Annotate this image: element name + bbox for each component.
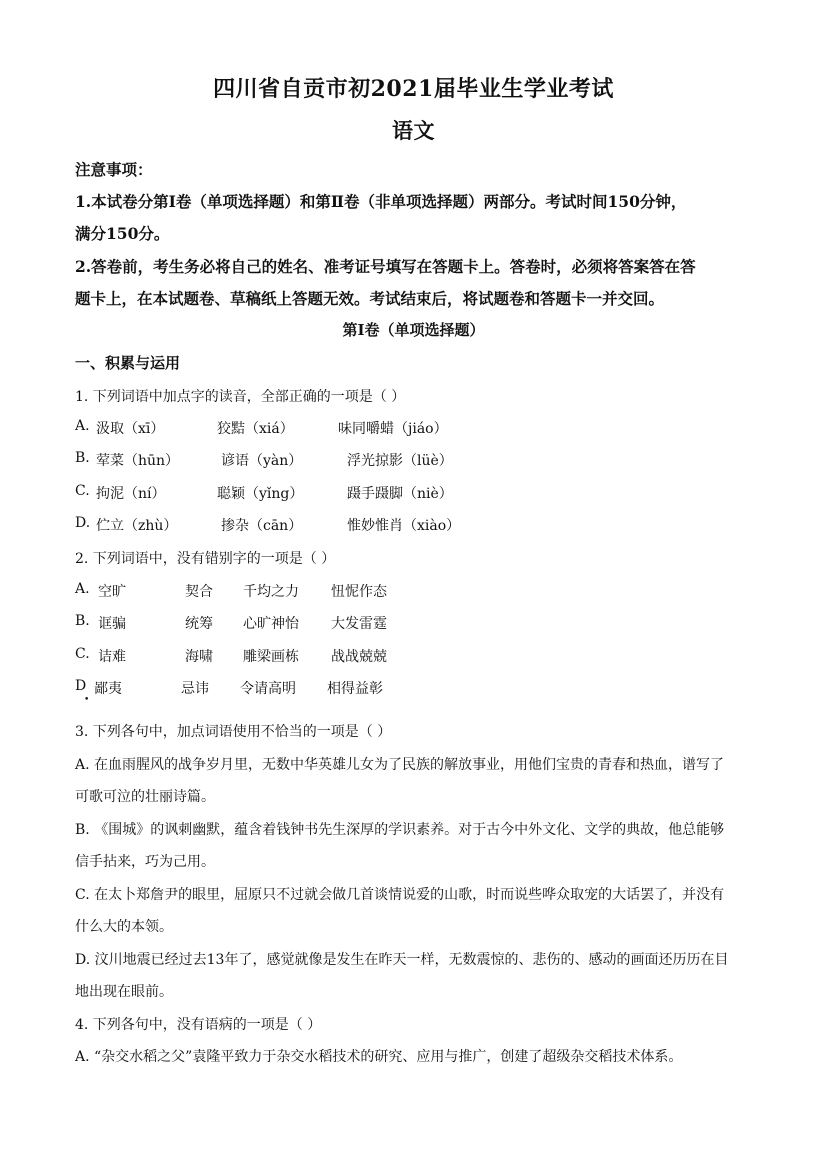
q2-stem: 2. 下列词语中，没有错别字的一项是（ ） xyxy=(75,551,336,567)
q3-line-7: D. 汶川地震已经过去13年了，感觉就像是发生在昨天一样，无数震惊的、悲伤的、感动的画面还历历在目 xyxy=(75,952,729,968)
option-word: 拘泥（ní） xyxy=(96,486,166,502)
volume-heading: 第Ⅰ卷（单项选择题） xyxy=(342,321,485,339)
q3-line-8: 地出现在眼前。 xyxy=(75,984,173,1000)
option-word: 战战兢兢 xyxy=(331,649,387,665)
option-word: 雕梁画栋 xyxy=(243,649,299,665)
notice-line-1: 1.本试卷分第Ⅰ卷（单项选择题）和第Ⅱ卷（非单项选择题）两部分。考试时间150分钟， xyxy=(75,192,687,211)
option-word: 惟妙惟肖（xiào） xyxy=(347,518,461,534)
option-word: 鄙夷 xyxy=(94,681,122,697)
q4-line-1: A. “杂交水稻之父”袁隆平致力于杂交水稻技术的研究、应用与推广，创建了超级杂交稻技术体系。 xyxy=(75,1049,683,1065)
q3-line-3: B. 《围城》的讽刺幽默，蕴含着钱钟书先生深厚的学识素养。对于古今中外文化、文学的典故，他总能够 xyxy=(75,822,725,838)
option-word: 心旷神怡 xyxy=(243,616,299,632)
exam-title: 四川省自贡市初2021届毕业生学业考试 xyxy=(213,76,614,102)
option-word: 海啸 xyxy=(185,649,213,665)
option-word: 谚语（yàn） xyxy=(221,453,303,469)
option-label: B. xyxy=(75,450,90,466)
option-word: 统筹 xyxy=(185,616,213,632)
option-word: 契合 xyxy=(185,584,213,600)
q3-line-4: 信手拈来，巧为己用。 xyxy=(75,854,215,870)
option-word: 蹑手蹑脚（niè） xyxy=(347,486,453,502)
option-label: C. xyxy=(75,646,90,662)
notice-heading: 注意事项： xyxy=(75,160,153,179)
part-heading: 一、积累与运用 xyxy=(75,354,181,372)
option-label: A. xyxy=(75,418,90,434)
option-word: 浮光掠影（lüè） xyxy=(347,453,453,469)
option-word: 千均之力 xyxy=(243,584,299,600)
option-label: B. xyxy=(75,613,90,629)
notice-line-3: 2.答卷前，考生务必将自己的姓名、准考证号填写在答题卡上。答卷时，必须将答案答在答 xyxy=(75,257,696,276)
option-word: 诓骗 xyxy=(98,616,126,632)
option-label: C. xyxy=(75,483,90,499)
q3-line-2: 可歌可泣的壮丽诗篇。 xyxy=(75,789,215,805)
option-word: 狡黠（xiá） xyxy=(217,421,294,437)
notice-line-2: 满分150分。 xyxy=(75,224,170,243)
q3-stem: 3. 下列各句中，加点词语使用不恰当的一项是（ ） xyxy=(75,724,392,740)
q3-line-6: 什么大的本领。 xyxy=(75,919,173,935)
option-label: A. xyxy=(75,581,90,597)
option-word: 掺杂（cān） xyxy=(221,518,303,534)
stray-dot: • xyxy=(84,695,90,705)
option-word: 诘难 xyxy=(98,649,126,665)
q4-stem: 4. 下列各句中，没有语病的一项是（ ） xyxy=(75,1017,322,1033)
option-word: 空旷 xyxy=(98,584,126,600)
option-word: 汲取（xī） xyxy=(96,421,165,437)
option-word: 忌讳 xyxy=(181,681,209,697)
option-word: 荤菜（hūn） xyxy=(96,453,180,469)
q3-line-5: C. 在太卜郑詹尹的眼里，屈原只不过就会做几首谈情说爱的山歌，时而说些哗众取宠的大话罢了，并没有 xyxy=(75,887,725,903)
option-word: 忸怩作态 xyxy=(331,584,387,600)
q1-stem: 1. 下列词语中加点字的读音，全部正确的一项是（ ） xyxy=(75,389,406,405)
option-word: 令请高明 xyxy=(240,681,296,697)
option-word: 聪颖（yǐng） xyxy=(217,486,304,502)
option-word: 伫立（zhù） xyxy=(96,518,178,534)
q3-line-1: A. 在血雨腥风的战争岁月里，无数中华英雄儿女为了民族的解放事业，用他们宝贵的青春和热血，谱写了 xyxy=(75,757,725,773)
option-label: D xyxy=(75,678,87,694)
notice-line-4: 题卡上，在本试题卷、草稿纸上答题无效。考试结束后，将试题卷和答题卡一并交回。 xyxy=(75,289,665,308)
option-word: 大发雷霆 xyxy=(331,616,387,632)
option-word: 味同嚼蜡（jiáo） xyxy=(338,421,448,437)
option-label: D. xyxy=(75,515,91,531)
subject-title: 语文 xyxy=(392,118,435,143)
option-word: 相得益彰 xyxy=(327,681,383,697)
